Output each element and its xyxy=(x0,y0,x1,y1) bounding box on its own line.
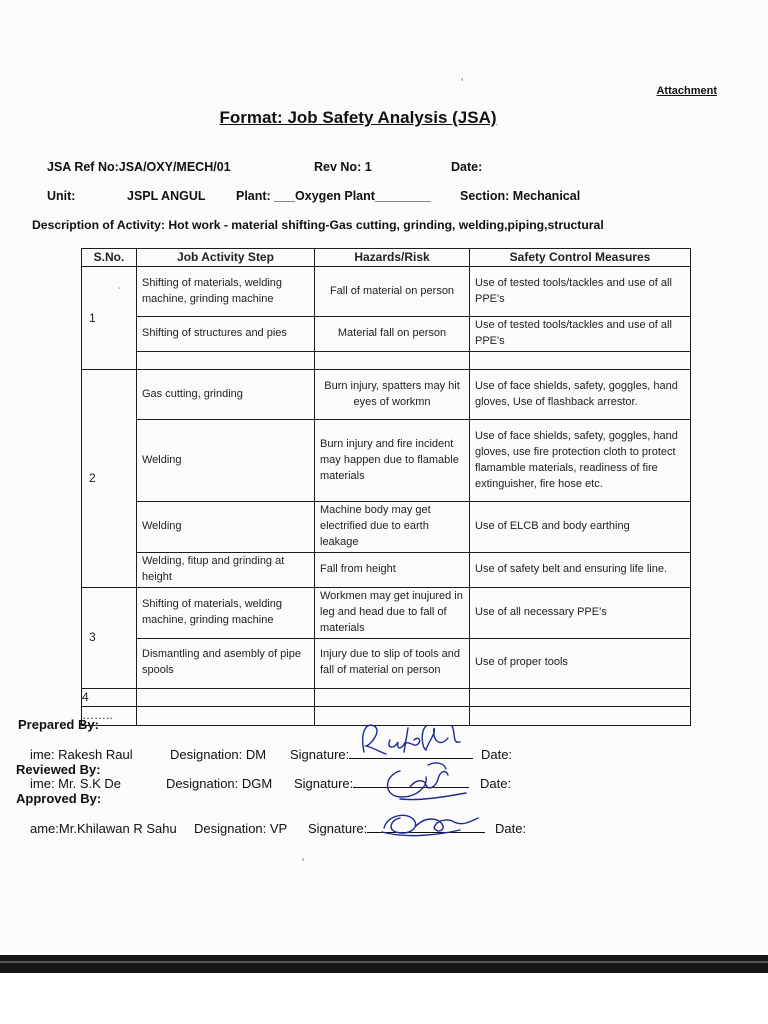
prepared-name: ime: Rakesh Raul xyxy=(30,747,133,762)
hazard-cell: Fall of material on person xyxy=(315,267,470,317)
serial-number: 3 xyxy=(82,587,137,688)
hazard-cell: Material fall on person xyxy=(315,317,470,352)
serial-number: 2 xyxy=(82,370,137,588)
jsa-ref-number: JSA Ref No:JSA/OXY/MECH/01 xyxy=(47,160,231,174)
header-safety-control-measures: Safety Control Measures xyxy=(470,249,691,267)
signature-khilawan-sahu xyxy=(374,808,486,840)
control-cell: Use of all necessary PPE's xyxy=(470,587,691,638)
signature-label: Signature: xyxy=(308,821,368,836)
hazard-cell: Machine body may get electrified due to earth leakage xyxy=(315,502,470,553)
table-row xyxy=(82,267,691,317)
table-row xyxy=(82,502,691,553)
hazard-cell: Workmen may get inujured in leg and head due to fall of materials xyxy=(315,587,470,638)
date-field: Date: xyxy=(451,160,483,174)
jsa-table xyxy=(81,248,691,726)
table-header-row xyxy=(82,249,691,267)
scan-speck: ˙ xyxy=(118,287,122,298)
hazard-cell: Burn injury, spatters may hit eyes of workmn xyxy=(315,370,470,420)
table-row xyxy=(82,352,691,370)
serial-number: …….. xyxy=(82,707,137,725)
table-row xyxy=(82,587,691,638)
job-step-cell: Welding xyxy=(137,420,315,502)
job-step-cell: Dismantling and asembly of pipe spools xyxy=(137,638,315,688)
job-step-cell: Shifting of materials, welding machine, grinding machine xyxy=(137,587,315,638)
hazard-cell: Injury due to slip of tools and fall of material on person xyxy=(315,638,470,688)
header-hazards-risk: Hazards/Risk xyxy=(315,249,470,267)
serial-number: 4 xyxy=(82,688,137,706)
unit-label: Unit: xyxy=(47,189,76,203)
reviewed-name: ime: Mr. S.K De xyxy=(30,776,122,791)
control-cell xyxy=(470,707,691,725)
hazard-cell: Burn injury and fire incident may happen due to flamable materials xyxy=(315,420,470,502)
approved-by-heading: Approved By: xyxy=(16,791,102,806)
control-cell: Use of face shields, safety, goggles, hand gloves, use fire protection cloth to protect flamamble materials, readiness of fire extinguisher, fire hose etc. xyxy=(470,420,691,502)
serial-number: 1 xyxy=(82,267,137,370)
prepared-designation: Designation: DM xyxy=(170,747,267,762)
revision-number: Rev No: 1 xyxy=(314,160,372,174)
unit-value: JSPL ANGUL xyxy=(127,189,206,203)
scan-speck: ʼ xyxy=(302,858,305,869)
approved-name: ame:Mr.Khilawan R Sahu xyxy=(30,821,177,836)
job-step-cell xyxy=(137,352,315,370)
control-cell: Use of face shields, safety, goggles, hand gloves, Use of flashback arrestor. xyxy=(470,370,691,420)
header-sno: S.No. xyxy=(82,249,137,267)
control-cell: Use of ELCB and body earthing xyxy=(470,502,691,553)
table-row xyxy=(82,420,691,502)
approved-designation: Designation: VP xyxy=(194,821,288,836)
hazard-cell xyxy=(315,352,470,370)
attachment-label: Attachment xyxy=(656,85,717,97)
header-job-activity-step: Job Activity Step xyxy=(137,249,315,267)
reviewed-by-heading: Reviewed By: xyxy=(16,762,101,777)
prepared-date: Date: xyxy=(481,747,513,762)
control-cell: Use of safety belt and ensuring life line. xyxy=(470,553,691,588)
activity-description: Description of Activity: Hot work - material shifting-Gas cutting, grinding, welding,piping,structural xyxy=(32,218,604,232)
document-title: Format: Job Safety Analysis (JSA) xyxy=(219,108,497,127)
hazard-cell: Fall from height xyxy=(315,553,470,588)
job-step-cell: Welding, fitup and grinding at height xyxy=(137,553,315,588)
control-cell: Use of tested tools/tackles and use of all PPE's xyxy=(470,267,691,317)
signature-rakesh-raul xyxy=(356,718,472,762)
control-cell: Use of tested tools/tackles and use of all PPE's xyxy=(470,317,691,352)
job-step-cell xyxy=(137,707,315,725)
reviewed-designation: Designation: DGM xyxy=(166,776,273,791)
approved-date: Date: xyxy=(495,821,527,836)
job-step-cell: Shifting of materials, welding machine, grinding machine xyxy=(137,267,315,317)
control-cell xyxy=(470,352,691,370)
signature-label: Signature: xyxy=(290,747,350,762)
job-step-cell: Gas cutting, grinding xyxy=(137,370,315,420)
job-step-cell xyxy=(137,688,315,706)
table-row xyxy=(82,553,691,588)
hazard-cell xyxy=(315,688,470,706)
job-step-cell: Shifting of structures and pies xyxy=(137,317,315,352)
reviewed-date: Date: xyxy=(480,776,512,791)
table-row xyxy=(82,688,691,706)
control-cell: Use of proper tools xyxy=(470,638,691,688)
signature-sk-de xyxy=(380,757,480,805)
prepared-by-heading: Prepared By: xyxy=(18,717,99,732)
job-step-cell: Welding xyxy=(137,502,315,553)
table-row xyxy=(82,370,691,420)
table-row xyxy=(82,638,691,688)
control-cell xyxy=(470,688,691,706)
scan-edge-band xyxy=(0,955,768,973)
scan-speck: ʼ xyxy=(461,78,464,89)
table-row xyxy=(82,317,691,352)
section-field: Section: Mechanical xyxy=(460,189,581,203)
signature-label: Signature: xyxy=(294,776,354,791)
plant-field: Plant: ___Oxygen Plant________ xyxy=(236,189,431,203)
